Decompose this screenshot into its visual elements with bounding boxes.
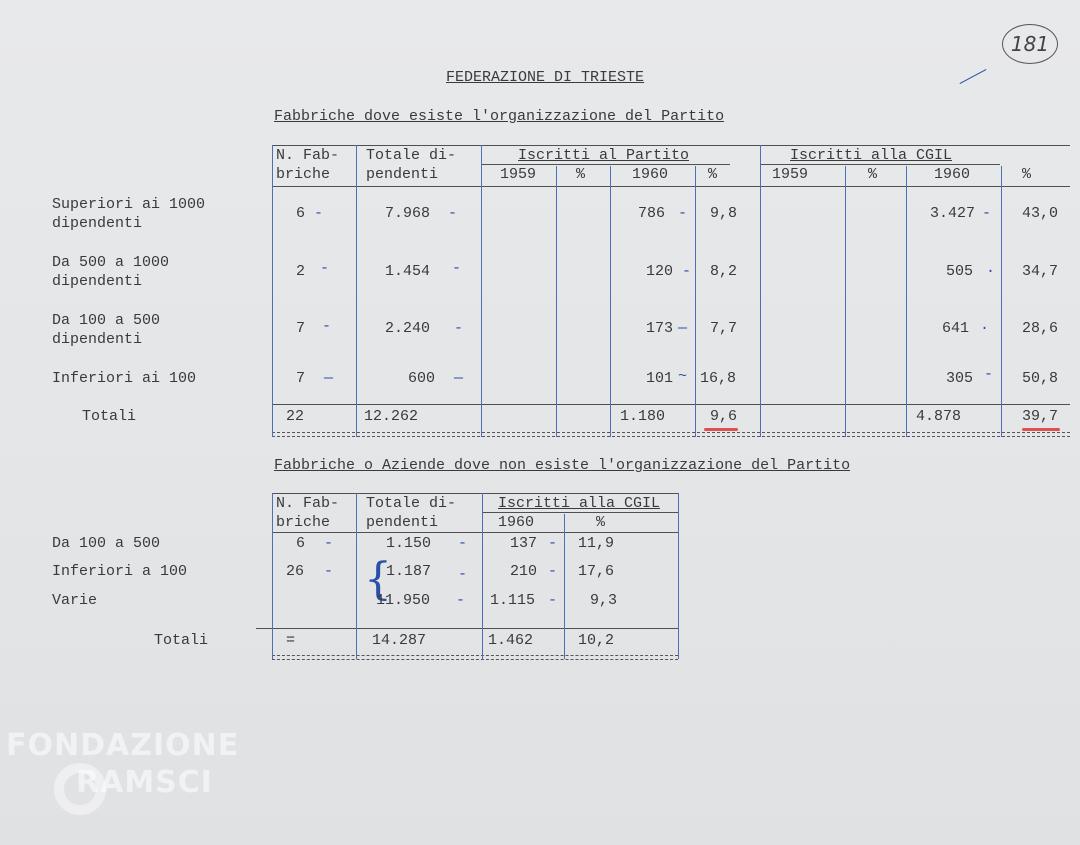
header-totale-dipendenti: Totale di- [366,147,457,164]
header-n-fabbriche: N. Fab- [276,147,340,164]
table2-bottom-double-rule [272,655,678,660]
row-label: Superiori ai 1000 [52,196,206,213]
header-iscritti-partito: Iscritti al Partito [518,147,690,164]
ink-stroke [960,69,987,84]
totals-cpct: 39,7 [1022,408,1059,425]
red-highlight-mark [1022,428,1060,431]
cell-cpct: 43,0 [1022,205,1059,222]
watermark: FONDAZIONE RAMSCI [6,728,240,800]
row-label: Da 100 a 500 [52,535,161,552]
cell-c1960: 3.427 [930,205,976,222]
cell-ppct: 9,8 [710,205,738,222]
totals-label: Totali [82,408,137,425]
table1-bottom-double-rule [272,432,1070,437]
brace-mark: { [364,554,392,605]
row-label: Varie [52,592,98,609]
document-title: FEDERAZIONE DI TRIESTE [446,69,645,86]
row-label: Da 500 a 1000 [52,254,170,271]
totals-ppct: 9,6 [710,408,738,425]
header-iscritti-cgil: Iscritti alla CGIL [790,147,953,164]
cell-tot: 7.968 [385,205,431,222]
cell-p1960: 786 [638,205,666,222]
cell-n: 6 [296,205,306,222]
table1-top-rule [272,145,1070,146]
page-number-stamp: 181 [1002,24,1058,64]
totals-label: Totali [154,632,209,649]
red-highlight-mark [704,428,738,431]
row-label: Inferiori ai 100 [52,370,197,387]
document-page: FEDERAZIONE DI TRIESTE 181 Fabbriche dove esiste l'organizzazione del Partito N. Fab- briche Totale di- pendenti Iscritti al Partito Iscritti alla CGIL 1959 % 1960 % 1959 % 1960 % Superiori ai 1000 dipendenti 6 - 7.968 - 786 - 9,8 3.427 - 43,0 Da 500 a 1000 dipendenti 2 - 1.454 - 120 - 8,2 505 · 34,7 Da 100 a 500 dipendenti 7 - 2.240 - 173 — 7,7 641 · 28,6 Inferiori ai 100 7 — 600 — 101 ~ 16,8 305 - 50,8 Totali 22 12.262 1.180 9,6 4.878 39,7 Fabbriche o Aziende dove non esiste l'organizzazione del Partito N. Fab- briche Totale di- pendenti Iscritti alla CGIL 1960 % Da 100 a 500 6 - 1.150 - 137 - 11,9 Inferiori a 100 26 - 1.187 - 210 - 17,6 { Varie 11.950 - 1.115 - 9,3 Totali = 14.287 1.462 10,2 FONDAZIONE RAMSCI [0,0,1080,845]
totals-n: 22 [286,408,305,425]
totals-tot: 12.262 [364,408,419,425]
row-label: Da 100 a 500 [52,312,161,329]
totals-p1960: 1.180 [620,408,666,425]
section1-heading: Fabbriche dove esiste l'organizzazione del Partito [274,108,725,125]
table2-top-rule [272,493,678,494]
header-iscritti-cgil-2: Iscritti alla CGIL [498,495,661,512]
section2-heading: Fabbriche o Aziende dove non esiste l'organizzazione del Partito [274,457,851,474]
totals-c1960: 4.878 [916,408,962,425]
row-label: Inferiori a 100 [52,563,188,580]
